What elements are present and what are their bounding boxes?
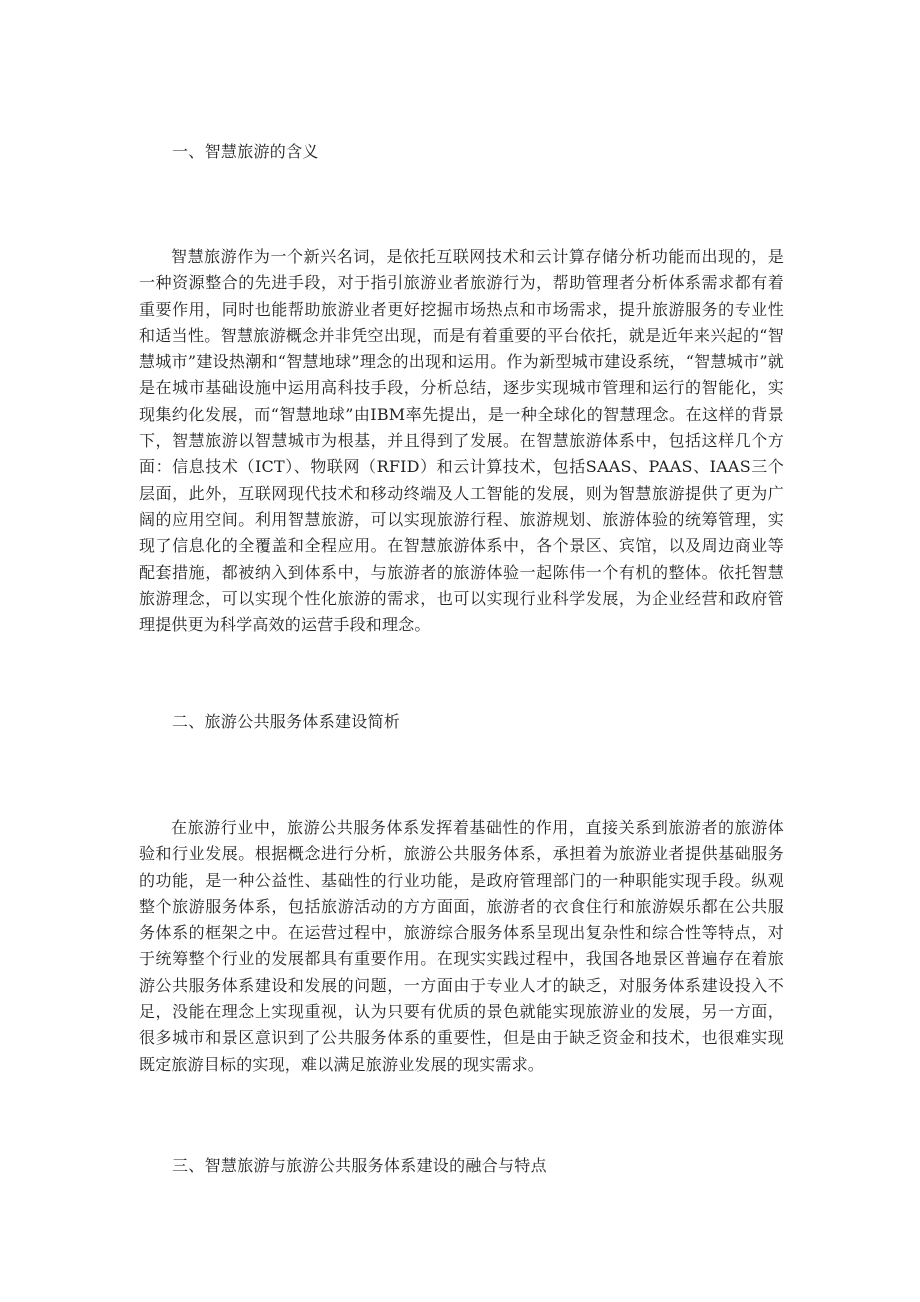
section-2-paragraph: 在旅游行业中，旅游公共服务体系发挥着基础性的作用，直接关系到旅游者的旅游体验和行业发展。根据概念进行分析，旅游公共服务体系，承担着为旅游业者提供基础服务的功能，是一种公益性、基础性的行业功能，是政府管理部门的一种职能实现手段。纵观整个旅游服务体系，包括旅游活动的方方面面，旅游者的衣食住行和旅游娱乐都在公共服务体系的框架之中。在运营过程中，旅游综合服务体系呈现出复杂性和综合性等特点，对于统筹整个行业的发展都具有重要作用。在现实实践过程中，我国各地景区普遍存在着旅游公共服务体系建设和发展的问题，一方面由于专业人才的缺乏，对服务体系建设投入不足，没能在理念上实现重视，认为只要有优质的景色就能实现旅游业的发展，另一方面，很多城市和景区意识到了公共服务体系的重要性，但是由于缺乏资金和技术，也很难实现既定旅游目标的实现，难以满足旅游业发展的现实需求。 [139,818,784,1074]
section-3-heading: 三、智慧旅游与旅游公共服务体系建设的融合与特点 [172,1156,547,1175]
section-1-heading: 一、智慧旅游的含义 [172,142,319,161]
section-1-paragraph: 智慧旅游作为一个新兴名词，是依托互联网技术和云计算存储分析功能而出现的，是一种资源整合的先进手段，对于指引旅游业者旅游行为，帮助管理者分析体系需求都有着重要作用，同时也能帮助旅游业者更好挖掘市场热点和市场需求，提升旅游服务的专业性和适当性。智慧旅游概念并非凭空出现，而是有着重要的平台依托，就是近年来兴起的“智慧城市”建设热潮和“智慧地球”理念的出现和运用。作为新型城市建设系统，“智慧城市”就是在城市基础设施中运用高科技手段，分析总结，逐步实现城市管理和运行的智能化，实现集约化发展，而“智慧地球”由IBM率先提出，是一种全球化的智慧理念。在这样的背景下，智慧旅游以智慧城市为根基，并且得到了发展。在智慧旅游体系中，包括这样几个方面：信息技术（ICT）、物联网（RFID）和云计算技术，包括SAAS、PAAS、IAAS三个层面，此外，互联网现代技术和移动终端及人工智能的发展，则为智慧旅游提供了更为广阔的应用空间。利用智慧旅游，可以实现旅游行程、旅游规划、旅游体验的统筹管理，实现了信息化的全覆盖和全程应用。在智慧旅游体系中，各个景区、宾馆，以及周边商业等配套措施，都被纳入到体系中，与旅游者的旅游体验一起陈伟一个有机的整体。依托智慧旅游理念，可以实现个性化旅游的需求，也可以实现行业科学发展，为企业经营和政府管理提供更为科学高效的运营手段和理念。 [139,247,784,635]
section-2-heading: 二、旅游公共服务体系建设简析 [172,712,401,731]
